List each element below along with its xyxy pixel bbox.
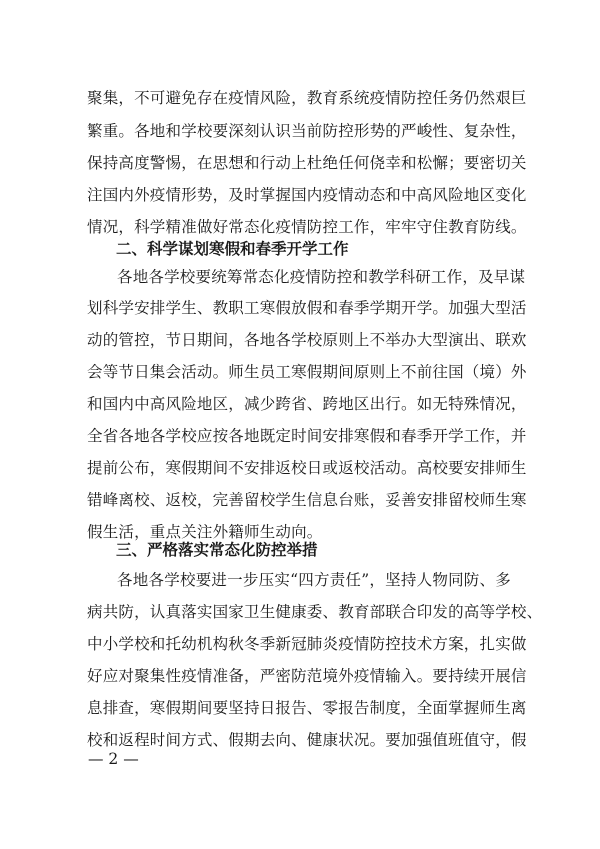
- body-text-line: 校和返程时间方式、假期去向、健康状况。要加强值班值守，假: [87, 731, 527, 749]
- body-text-line: 息排查，寒假期间要坚持日报告、零报告制度，全面掌握师生离: [87, 699, 527, 717]
- page-number: — 2 —: [88, 750, 139, 768]
- body-text-line: 划科学安排学生、教职工寒假放假和春季学期开学。加强大型活: [87, 299, 527, 317]
- body-text-line: 保持高度警惕，在思想和行动上杜绝任何侥幸和松懈；要密切关: [87, 154, 527, 172]
- body-text-line: 繁重。各地和学校要深刻认识当前防控形势的严峻性、复杂性，: [87, 122, 527, 140]
- body-text-line: 病共防，认真落实国家卫生健康委、教育部联合印发的高等学校、: [87, 603, 543, 621]
- body-text-line: 和国内中高风险地区，减少跨省、跨地区出行。如无特殊情况，: [87, 395, 527, 413]
- body-text-line: 注国内外疫情形势，及时掌握国内疫情动态和中高风险地区变化: [87, 186, 527, 204]
- body-text-line: 假生活，重点关注外籍师生动向。: [87, 523, 323, 541]
- body-text-line: 提前公布，寒假期间不安排返校日或返校活动。高校要安排师生: [87, 459, 527, 477]
- body-text-line: 各地各学校要统筹常态化疫情防控和教学科研工作，及早谋: [117, 268, 526, 286]
- body-text-line: 动的管控，节日期间，各地各学校原则上不举办大型演出、联欢: [87, 331, 527, 349]
- body-text-line: 会等节日集会活动。师生员工寒假期间原则上不前往国（境）外: [87, 363, 527, 381]
- body-text-line: 错峰离校、返校，完善留校学生信息台账，妥善安排留校师生寒: [87, 491, 527, 509]
- section-heading: 三、严格落实常态化防控举措: [116, 541, 318, 559]
- body-text-line: 好应对聚集性疫情准备，严密防范境外疫情输入。要持续开展信: [87, 667, 527, 685]
- body-text-line: 全省各地各学校应按各地既定时间安排寒假和春季开学工作，并: [87, 427, 527, 445]
- body-text-line: 中小学校和托幼机构秋冬季新冠肺炎疫情防控技术方案，扎实做: [87, 635, 527, 653]
- body-text-line: 各地各学校要进一步压实“四方责任”，坚持人物同防、多: [117, 571, 511, 589]
- body-text-line: 聚集，不可避免存在疫情风险，教育系统疫情防控任务仍然艰巨: [87, 89, 527, 107]
- body-text-line: 情况，科学精准做好常态化疫情防控工作，牢牢守住教育防线。: [87, 218, 527, 236]
- section-heading: 二、科学谋划寒假和春季开学工作: [116, 240, 349, 258]
